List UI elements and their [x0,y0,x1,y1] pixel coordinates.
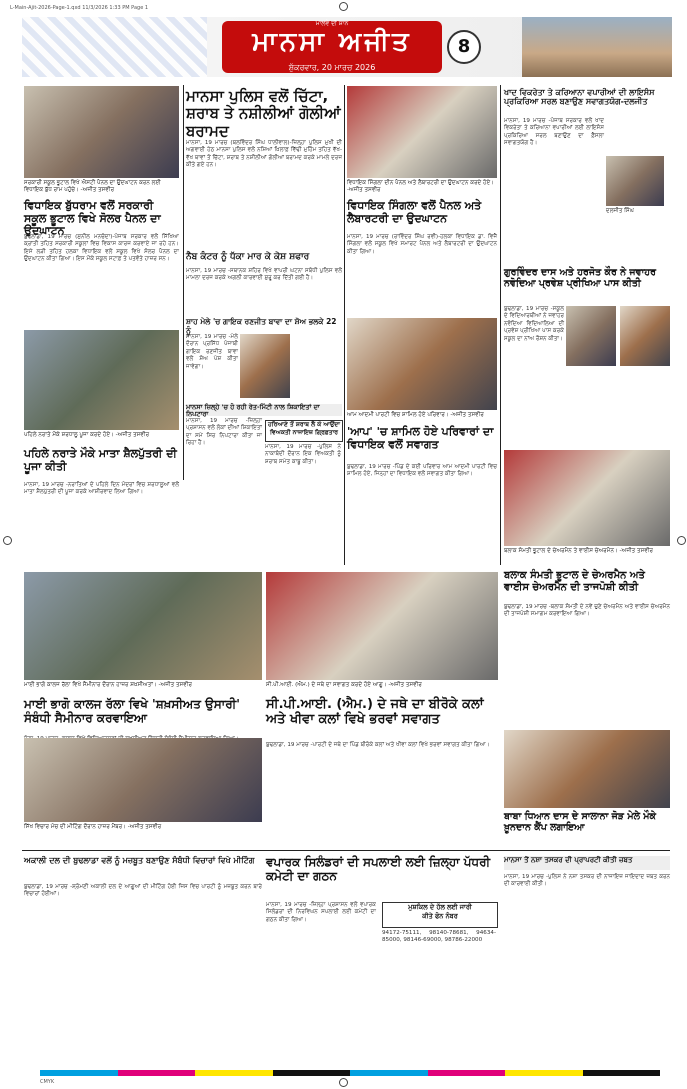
photo-navratri [24,330,179,430]
photo-caption: ਪਹਿਲੇ ਨਰਾਤੇ ਮੌਕੇ ਸ਼ਰਧਾਲੂ ਪੂਜਾ ਕਰਦੇ ਹੋਏ। -ਅਜੀਤ ਤਸਵੀਰ [24,432,150,438]
colorbar-label: CMYK [40,1079,55,1085]
article-body: ਮਾਨਸਾ, 19 ਮਾਰਚ -ਮੇਲੇ ਦੌਰਾਨ ਪ੍ਰਸਿੱਧ ਪੰਜਾਬੀ ਗਾਇਕ ਰਣਜੀਤ ਬਾਵਾ ਵਲੋਂ ਸ਼ੋਅ ਪੇਸ਼ ਕੀਤਾ ਜਾਵੇਗਾ। [186,334,238,370]
column-rule [500,85,501,565]
article-body: ਬੁਢਲਾਡਾ, 19 ਮਾਰਚ -ਪਿੰਡ ਦੇ ਕਈ ਪਰਿਵਾਰ ਆਮ ਆਦਮੀ ਪਾਰਟੀ ਵਿਚ ਸ਼ਾਮਿਲ ਹੋਏ, ਜਿਨ੍ਹਾਂ ਦਾ ਵਿਧਾਇਕ ਵਲੋਂ ਸਵਾਗਤ ਕੀਤਾ ਗਿਆ। [347,464,497,478]
photo-block-samiti [504,450,670,546]
headline: ਮਾਈ ਭਾਗੋ ਕਾਲਜ ਰੱਲਾ ਵਿਖੇ 'ਸ਼ਖ਼ਸੀਅਤ ਉਸਾਰੀ' ਸੰਬੰਧੀ ਸੈਮੀਨਾਰ ਕਰਵਾਇਆ [24,697,240,725]
masthead-pattern [22,17,207,77]
helpline-title: ਮੁਸ਼ਕਿਲ ਦੇ ਹੱਲ ਲਈ ਜਾਰੀ [408,903,472,911]
boxed-headline: ਹਰਿਆਣੇ ਤੋਂ ਸ਼ਰਾਬ ਲੈ ਕੇ ਆਉਂਦਾ ਵਿਅਕਤੀ ਨਾਜਾਇਜ਼ ਗ੍ਰਿਫ਼ਤਾਰ [265,420,343,442]
helpline-subtitle: ਕੀਤੇ ਫੋਨ ਨੰਬਰ [422,912,458,920]
photo-student-2 [620,306,670,366]
masthead-tagline: ਮਾਲਵੇ ਦੀ ਸ਼ਾਨ [315,20,349,27]
color-registration-bar [40,1070,660,1076]
helpline-box [382,902,498,928]
headline: ਬਾਬਾ ਧਿਆਨ ਦਾਸ ਦੇ ਸਾਲਾਨਾ ਜੋੜ ਮੇਲੇ ਮੌਕੇ ਖ਼ੂਨਦਾਨ ਕੈਂਪ ਲਗਾਇਆ [504,811,657,833]
headline: ਗੁਰਵਿੰਦਰ ਦਾਸ ਅਤੇ ਹਰਜੋਤ ਕੌਰ ਨੇ ਜਵਾਹਰ ਨਵੋਦਿਆ ਪ੍ਰਵੇਸ਼ ਪ੍ਰੀਖਿਆ ਪਾਸ ਕੀਤੀ [504,267,657,289]
photo-singer [240,334,290,398]
headline: ਮਾਨਸਾ ਜ਼ਿਲ੍ਹੇ 'ਚ ਹੋ ਰਹੀ ਰੇਤ-ਮਿੱਟੀ ਨਾਲ ਸ਼ਿਕਾਇਤਾਂ ਦਾ ਨਿਪਟਾਰਾ [186,404,342,416]
headline: ਵਿਧਾਇਕ ਸਿੰਗਲਾ ਵਲੋਂ ਪੈਨਲ ਅਤੇ ਲੈਬਾਰਟਰੀ ਦਾ ਉਦਘਾਟਨ [347,199,482,225]
article-body: ਮਾਨਸਾ, 19 ਮਾਰਚ -ਪੁਲਿਸ ਨੇ ਨਾਕਾਬੰਦੀ ਦੌਰਾਨ ਇਕ ਵਿਅਕਤੀ ਨੂੰ ਸ਼ਰਾਬ ਸਮੇਤ ਕਾਬੂ ਕੀਤਾ। [265,444,341,465]
headline: ਪਹਿਲੇ ਨਰਾਤੇ ਮੌਕੇ ਮਾਤਾ ਸ਼ੈਲਪੁੱਤਰੀ ਦੀ ਪੂਜਾ ਕੀਤੀ [24,447,177,473]
photo-caption: ਆਮ ਆਦਮੀ ਪਾਰਟੀ ਵਿਚ ਸ਼ਾਮਿਲ ਹੋਏ ਪਰਿਵਾਰ। -ਅਜੀਤ ਤਸਵੀਰ [347,412,484,418]
photo-sikh-manch [24,738,262,822]
print-slug: L-Main-Ajit-2026-Page-1.qxd 11/3/2026 1:33 PM Page 1 [10,5,149,11]
photo-caption: ਵਿਧਾਇਕ ਸਿੰਗਲਾ ਦੀਨ ਪੈਨਲ ਅਤੇ ਲੈਬਾਰਟਰੀ ਦਾ ਉਦਘਾਟਨ ਕਰਦੇ ਹੋਏ। -ਅਜੀਤ ਤਸਵੀਰ [347,180,494,193]
masthead-photo [522,17,672,77]
headline: ਵਿਧਾਇਕ ਬੁੱਧਰਾਮ ਵਲੋਂ ਸਰਕਾਰੀ ਸਕੂਲ ਭੂਟਾਲ ਵਿਖੇ ਸੋਲਰ ਪੈਨਲ ਦਾ ਉਦਘਾਟਨ [24,199,161,238]
masthead [22,17,672,77]
headline: ਮਾਨਸਾ ਤੋਂ ਨਸ਼ਾ ਤਸਕਰ ਦੀ ਪ੍ਰਾਪਰਟੀ ਕੀਤੀ ਜ਼ਬਤ [504,856,670,870]
column-rule [344,85,345,565]
headline: ਅਕਾਲੀ ਦਲ ਦੀ ਬੁਢਲਾਡਾ ਵਲੋਂ ਨੂੰ ਮਜ਼ਬੂਤ ਬਣਾਉਣ ਸੰਬੰਧੀ ਵਿਚਾਰਾਂ ਵਿਖੇ ਮੀਟਿੰਗ [24,856,255,865]
page-number: 8 [447,30,481,64]
crop-mark [677,536,686,545]
masthead-title: ਮਾਨਸਾ ਅਜੀਤ [252,27,412,57]
article-body: ਮਾਨਸਾ, 19 ਮਾਰਚ (ਰਾਵਿੰਦਰ ਸਿੰਘ ਰਵੀ)-ਹਲਕਾ ਵਿਧਾਇਕ ਡਾ. ਵਿਜੈ ਸਿੰਗਲਾ ਵਲੋਂ ਸਕੂਲ ਵਿਖੇ ਸਮਾਰਟ ਪੈਨਲ ਅਤੇ ਲੈਬਾਰਟਰੀ ਦਾ ਉਦਘਾਟਨ ਕੀਤਾ ਗਿਆ। [347,234,497,255]
headline: ਮਾਨਸਾ ਪੁਲਿਸ ਵਲੋਂ ਚਿੱਟਾ, ਸ਼ਰਾਬ ਤੇ ਨਸ਼ੀਲੀਆਂ ਗੋਲੀਆਂ ਬਰਾਮਦ [186,87,341,140]
photo-cpim [266,572,498,680]
photo-seminar [24,572,262,680]
column-rule [183,85,184,480]
photo-student-1 [566,306,616,366]
crop-mark [339,2,348,11]
article-body: ਮਾਨਸਾ, 19 ਮਾਰਚ -ਪੁਲਿਸ ਨੇ ਨਸ਼ਾ ਤਸਕਰ ਦੀ ਨਾਜਾਇਜ਼ ਜਾਇਦਾਦ ਜ਼ਬਤ ਕਰਨ ਦੀ ਕਾਰਵਾਈ ਕੀਤੀ। [504,874,670,888]
article-body: ਮਾਨਸਾ, 19 ਮਾਰਚ -ਜ਼ਿਲ੍ਹਾ ਪ੍ਰਸ਼ਾਸਨ ਵਲੋਂ ਲੋਕਾਂ ਦੀਆਂ ਸ਼ਿਕਾਇਤਾਂ ਦਾ ਸਮੇਂ ਸਿਰ ਨਿਪਟਾਰਾ ਕੀਤਾ ਜਾ ਰਿਹਾ ਹੈ। [186,418,262,447]
photo-caption: ਸਿੱਖ ਵਿਚਾਰ ਮੰਚ ਦੀ ਮੀਟਿੰਗ ਦੌਰਾਨ ਹਾਜ਼ਰ ਮੈਂਬਰ। -ਅਜੀਤ ਤਸਵੀਰ [24,824,162,830]
article-body: ਬੁਢਲਾਡਾ, 19 ਮਾਰਚ -ਸਕੂਲ ਦੇ ਵਿਦਿਆਰਥੀਆਂ ਨੇ ਜਵਾਹਰ ਨਵੋਦਿਆ ਵਿਦਿਆਲਿਆ ਦੀ ਪ੍ਰਵੇਸ਼ ਪ੍ਰੀਖਿਆ ਪਾਸ ਕਰਕੇ ਸਕੂਲ ਦਾ ਨਾਂਅ ਰੌਸ਼ਨ ਕੀਤਾ। [504,306,564,342]
photo-school-solar [24,86,179,178]
photo-panel-lab [347,86,497,178]
section-rule [22,850,670,851]
headline: ਸ਼ਾਹ ਮੇਲੇ 'ਚ ਗਾਇਕ ਰਣਜੀਤ ਬਾਵਾ ਦਾ ਸ਼ੋਅ ਭਲਕੇ 22 ਨੂੰ [186,317,337,335]
article-body: ਬੁਢਲਾਡਾ, 19 ਮਾਰਚ (ਸੁਨੀਲ ਮਨਚੰਦਾ)-ਪੰਜਾਬ ਸਰਕਾਰ ਵਲੋਂ ਸਿੱਖਿਆ ਕ੍ਰਾਂਤੀ ਤਹਿਤ ਸਰਕਾਰੀ ਸਕੂਲਾਂ ਵਿਚ ਵਿਕਾਸ ਕਾਰਜ ਕਰਵਾਏ ਜਾ ਰਹੇ ਹਨ। ਇਸੇ ਲੜੀ ਤਹਿਤ ਹਲਕਾ ਵਿਧਾਇਕ ਵਲੋਂ ਸਕੂਲ ਵਿਖੇ ਸੋਲਰ ਪੈਨਲ ਦਾ ਉਦਘਾਟਨ ਕੀਤਾ ਗਿਆ। ਇਸ ਮੌਕੇ ਸਕੂਲ ਸਟਾਫ਼ ਤੇ ਪਤਵੰਤੇ ਹਾਜ਼ਰ ਸਨ। [24,234,179,263]
article-body: ਬੁਢਲਾਡਾ, 19 ਮਾਰਚ -ਬਲਾਕ ਸੰਮਤੀ ਦੇ ਨਵੇਂ ਚੁਣੇ ਚੇਅਰਮੈਨ ਅਤੇ ਵਾਈਸ ਚੇਅਰਮੈਨ ਦੀ ਤਾਜਪੋਸ਼ੀ ਸਮਾਗਮ ਕਰਵਾਇਆ ਗਿਆ। [504,604,670,618]
crop-mark [3,536,12,545]
headline: ਖਾਦ ਵਿਕਰੇਤਾ ਤੇ ਕਰਿਆਨਾ ਵਪਾਰੀਆਂ ਦੀ ਲਾਇਸੰਸ ਪ੍ਰਕਿਰਿਆ ਸਰਲ ਬਣਾਉਣ ਸਵਾਗਤਯੋਗ-ਦਲਜੀਤ [504,88,655,107]
headline: ਸੀ.ਪੀ.ਆਈ. (ਐਮ.) ਦੇ ਜਥੇ ਦਾ ਬੀਰੋਕੇ ਕਲਾਂ ਅਤੇ ਖੀਵਾ ਕਲਾਂ ਵਿਖੇ ਭਰਵਾਂ ਸਵਾਗਤ [266,697,484,727]
photo-aap [347,318,497,410]
article-body: ਮਾਨਸਾ, 19 ਮਾਰਚ -ਪੰਜਾਬ ਸਰਕਾਰ ਵਲੋਂ ਖਾਦ ਵਿਕਰੇਤਾ ਤੇ ਕਰਿਆਨਾ ਵਪਾਰੀਆਂ ਲਈ ਲਾਇਸੰਸ ਪ੍ਰਕਿਰਿਆ ਸਰਲ ਬਣਾਉਣ ਦਾ ਫ਼ੈਸਲਾ ਸਵਾਗਤਯੋਗ ਹੈ। [504,118,604,147]
headline: ਬਲਾਕ ਸੰਮਤੀ ਭੂਟਾਲ ਦੇ ਚੇਅਰਮੈਨ ਅਤੇ ਵਾਈਸ ਚੇਅਰਮੈਨ ਦੀ ਤਾਜਪੋਸ਼ੀ ਕੀਤੀ [504,570,645,593]
article-body: ਮਾਨਸਾ, 19 ਮਾਰਚ (ਬਲਵਿੰਦਰ ਸਿੰਘ ਧਾਲੀਵਾਲ)-ਜ਼ਿਲ੍ਹਾ ਪੁਲਿਸ ਮੁਖੀ ਦੀ ਅਗਵਾਈ ਹੇਠ ਮਾਨਸਾ ਪੁਲਿਸ ਵਲੋਂ ਨਸ਼ਿਆਂ ਖ਼ਿਲਾਫ਼ ਵਿੱਢੀ ਮੁਹਿੰਮ ਤਹਿਤ ਵੱਖ-ਵੱਖ ਥਾਵਾਂ ਤੋਂ ਚਿੱਟਾ, ਸ਼ਰਾਬ ਤੇ ਨਸ਼ੀਲੀਆਂ ਗੋਲੀਆਂ ਬਰਾਮਦ ਕਰਕੇ ਮਾਮਲੇ ਦਰਜ ਕੀਤੇ ਗਏ ਹਨ। [186,140,342,169]
photo-daljit [606,156,664,206]
masthead-date: ਸ਼ੁੱਕਰਵਾਰ, 20 ਮਾਰਚ 2026 [288,63,376,72]
helpline-numbers: 94172-75111, 98140-78681, 94634-85000, 98146-69000, 98786-22000 [382,930,496,944]
headline: ਨੈਬ ਕੰਟਰ ਨੂੰ ਧੱਕਾ ਮਾਰ ਕੇ ਕੇਸ਼ ਸ਼ਫਾਰ [186,252,310,262]
crop-mark [339,1078,348,1087]
photo-caption: ਸਰਕਾਰੀ ਸਕੂਲ ਭੂਟਾਲ ਵਿਖੇ ਐਸਟੀ ਪੈਨਲ ਦਾ ਉਦਘਾਟਨ ਕਰਨ ਲਈ ਵਿਧਾਇਕ ਬੁੱਧ ਰਾਮ ਪਹੁੰਚੇ। -ਅਜੀਤ ਤਸਵੀਰ [24,180,161,193]
article-body: ਬੁਢਲਾਡਾ, 19 ਮਾਰਚ -ਪਾਰਟੀ ਦੇ ਜਥੇ ਦਾ ਪਿੰਡ ਬੀਰੋਕੇ ਕਲਾਂ ਅਤੇ ਖੀਵਾ ਕਲਾਂ ਵਿਖੇ ਭਰਵਾਂ ਸਵਾਗਤ ਕੀਤਾ ਗਿਆ। [266,742,490,748]
article-body: ਮਾਨਸਾ, 19 ਮਾਰਚ -ਨਰਾਤਿਆਂ ਦੇ ਪਹਿਲੇ ਦਿਨ ਮੰਦਰਾਂ ਵਿਚ ਸ਼ਰਧਾਲੂਆਂ ਵਲੋਂ ਮਾਤਾ ਸ਼ੈਲਪੁੱਤਰੀ ਦੀ ਪੂਜਾ ਕਰਕੇ ਆਸ਼ੀਰਵਾਦ ਲਿਆ ਗਿਆ। [24,482,179,496]
photo-caption: ਬਲਾਕ ਸੰਮਤੀ ਭੂਟਾਲ ਦੇ ਚੇਅਰਮੈਨ ਤੇ ਵਾਈਸ ਚੇਅਰਮੈਨ। -ਅਜੀਤ ਤਸਵੀਰ [504,548,653,554]
headline: 'ਆਪ' 'ਚ ਸ਼ਾਮਿਲ ਹੋਏ ਪਰਿਵਾਰਾਂ ਦਾ ਵਿਧਾਇਕ ਵਲੋਂ ਸਵਾਗਤ [347,425,494,451]
photo-caption: ਮਾਈ ਭਾਗੋ ਕਾਲਜ ਰੱਲਾ ਵਿਖੇ ਸੈਮੀਨਾਰ ਦੌਰਾਨ ਹਾਜ਼ਰ ਸ਼ਖ਼ਸੀਅਤਾਂ। -ਅਜੀਤ ਤਸਵੀਰ [24,682,192,688]
headline: ਵਪਾਰਕ ਸਿਲੰਡਰਾਂ ਦੀ ਸਪਲਾਈ ਲਈ ਜ਼ਿਲ੍ਹਾ ਪੱਧਰੀ ਕਮੇਟੀ ਦਾ ਗਠਨ [266,855,491,883]
article-body: ਬੁਢਲਾਡਾ, 19 ਮਾਰਚ -ਸ਼੍ਰੋਮਣੀ ਅਕਾਲੀ ਦਲ ਦੇ ਆਗੂਆਂ ਦੀ ਮੀਟਿੰਗ ਹੋਈ ਜਿਸ ਵਿਚ ਪਾਰਟੀ ਨੂੰ ਮਜ਼ਬੂਤ ਕਰਨ ਬਾਰੇ ਵਿਚਾਰਾਂ ਹੋਈਆਂ। [24,884,262,898]
photo-caption: ਸੀ.ਪੀ.ਆਈ. (ਐਮ.) ਦੇ ਜਥੇ ਦਾ ਸਵਾਗਤ ਕਰਦੇ ਹੋਏ ਆਗੂ। -ਅਜੀਤ ਤਸਵੀਰ [266,682,422,688]
article-body: ਮਾਨਸਾ, 19 ਮਾਰਚ -ਸਥਾਨਕ ਸ਼ਹਿਰ ਵਿਖੇ ਵਾਪਰੀ ਘਟਨਾ ਸਬੰਧੀ ਪੁਲਿਸ ਵਲੋਂ ਮਾਮਲਾ ਦਰਜ ਕਰਕੇ ਅਗਲੀ ਕਾਰਵਾਈ ਸ਼ੁਰੂ ਕਰ ਦਿੱਤੀ ਗਈ ਹੈ। [186,268,342,282]
photo-blood-donation [504,730,670,808]
photo-caption: ਦਲਜੀਤ ਸਿੰਘ [606,208,634,214]
article-body: ਮਾਨਸਾ, 19 ਮਾਰਚ -ਜ਼ਿਲ੍ਹਾ ਪ੍ਰਸ਼ਾਸਨ ਵਲੋਂ ਵਪਾਰਕ ਸਿਲੰਡਰਾਂ ਦੀ ਨਿਰਵਿਘਨ ਸਪਲਾਈ ਲਈ ਕਮੇਟੀ ਦਾ ਗਠਨ ਕੀਤਾ ਗਿਆ। [266,902,376,923]
